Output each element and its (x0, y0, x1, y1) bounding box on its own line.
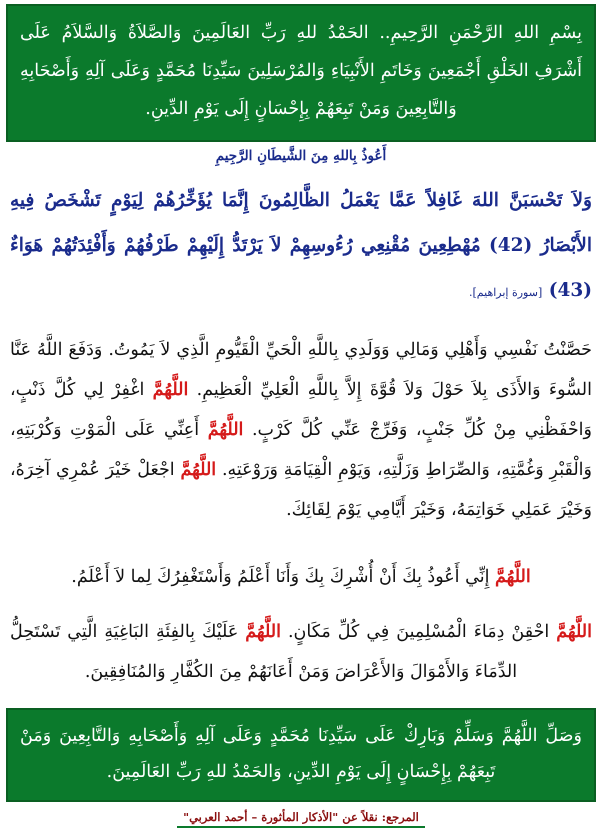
intro-box (6, 4, 596, 142)
quran-text: وَلاَ تَحْسَبَنَّ اللهَ غَافِلاً عَمَّا يَعْمَلُ الظَّالِمُونَ إِنَّمَا يُؤَخِّرُهُمْ لِيَوْمٍ تَشْخَصُ فِيهِ الأَبْصَارُ (42) مُهْطِعِينَ مُقْنِعِي رُءُوسِهِمْ لاَ يَرْتَدُّ إِلَيْهِمْ طَرْفُهُمْ وَأَفْئِدَتُهُمْ هَوَاءٌ (43) (10, 190, 592, 301)
dua-part-1: حَصَّنْتُ نَفْسِي وَأَهْلِي وَمَالِي وَوَلَدِي بِاللَّهِ الْحَيِّ الْقَيُّومِ الَّذِي لاَ يَمُوتُ. وَدَفَعَ اللَّهُ عَنَّا السُّوءَ وَالأَذَى بِلاَ حَوْلَ وَلاَ قُوَّةَ إِلاَّ بِاللَّهِ الْعَلِيِّ الْعَظِيمِ. (10, 340, 592, 400)
allahumma-5: اللَّهُمَّ (556, 622, 592, 642)
dua-muslimin-part-1: احْقِنْ دِمَاءَ الْمُسْلِمِينَ فِي كُلِّ مَكَانٍ. (287, 622, 550, 642)
dua-shirk-text: إِنِّي أَعُوذُ بِكَ أَنْ أُشْرِكَ بِكَ وَأَنَا أَعْلَمُ وَأَسْتَغْفِرُكَ لِما لاَ أَعْلَمُ. (71, 567, 490, 587)
dua-part-4: اجْعَلْ خَيْرَ عُمْرِي آخِرَهُ، وَخَيْرَ عَمَلِي خَوَاتِمَهُ، وَخَيْرَ أَيَّامِي يَوْمَ لِقَائِكَ. (10, 460, 592, 520)
dua-muslimin-part-2: عَلَيْكَ بِالفِئَةِ البَاغِيَةِ الَّتِي تَسْتَحِلُّ الدِّمَاءَ وَالأَمْوَالَ وَالأَعْرَاضَ وَمَنْ أَعَانَهُمْ مِنَ الكُفَّارِ وَالمُنَافِقِينَ. (10, 622, 518, 682)
source-line (0, 806, 602, 828)
source-text: المرجع: نقلاً عن "الأذكار المأثورة – أحمد العربي" (177, 810, 425, 828)
intro-text: بِسْمِ اللهِ الرَّحْمَنِ الرَّحِيمِ.. الحَمْدُ للهِ رَبِّ العَالَمِينَ وَالصَّلاَةُ وَالسَّلاَمُ عَلَى أَشْرَفِ الخَلْقِ أَجْمَعِينَ وَخَاتَمِ الأَنْبِيَاءِ وَالمُرْسَلِينَ سَيِّدِنَا مُحَمَّدٍ وَعَلَى آلِهِ وَأَصْحَابِهِ وَالتَّابِعِينَ وَمَنْ تَبِعَهُمْ بِإِحْسَانٍ إِلَى يَوْمِ الدِّينِ. (20, 23, 582, 119)
dua-muslimin (10, 612, 592, 692)
closing-text: وَصَلِّ اللَّهُمَّ وَسَلِّمْ وَبَارِكْ عَلَى سَيِّدِنَا مُحَمَّدٍ وَعَلَى آلِهِ وَأَصْحَابِهِ وَالتَّابِعِينَ وَمَنْ تَبِعَهُمْ بِإِحْسَانٍ إِلَى يَوْمِ الدِّينِ، وَالحَمْدُ للهِ رَبِّ العَالَمِينَ. (20, 726, 582, 782)
dua-part-3: أَعِنِّي عَلَى الْمَوْتِ وَكُرْبَتِهِ، وَالْقَبْرِ وَغُمَّتِهِ، وَالصِّرَاطِ وَزَلَّتِهِ، وَيَوْمِ الْقِيَامَةِ وَرَوْعَتِهِ. (10, 420, 592, 480)
quran-verse (10, 178, 592, 315)
allahumma-4: اللَّهُمَّ (495, 567, 531, 587)
allahumma-6: اللَّهُمَّ (245, 622, 281, 642)
dua-shirk (10, 560, 592, 594)
closing-box (6, 708, 596, 802)
dua-protection (10, 330, 592, 530)
taawudh-line: أَعُوذُ بِاللهِ مِنَ الشَّيطَانِ الرَّجِيمِ (215, 148, 387, 164)
allahumma-1: اللَّهُمَّ (152, 380, 189, 400)
allahumma-3: اللَّهُمَّ (180, 460, 217, 480)
quran-reference: [سورة إبراهيم]. (469, 286, 543, 299)
allahumma-2: اللَّهُمَّ (207, 420, 244, 440)
dua-part-2: اغْفِرْ لِي كُلَّ ذَنْبٍ، وَاحْفَظْنِي مِنْ كُلِّ جَنْبٍ، وَفَرِّجْ عَنِّي كُلَّ كَرْبٍ. (10, 380, 592, 440)
